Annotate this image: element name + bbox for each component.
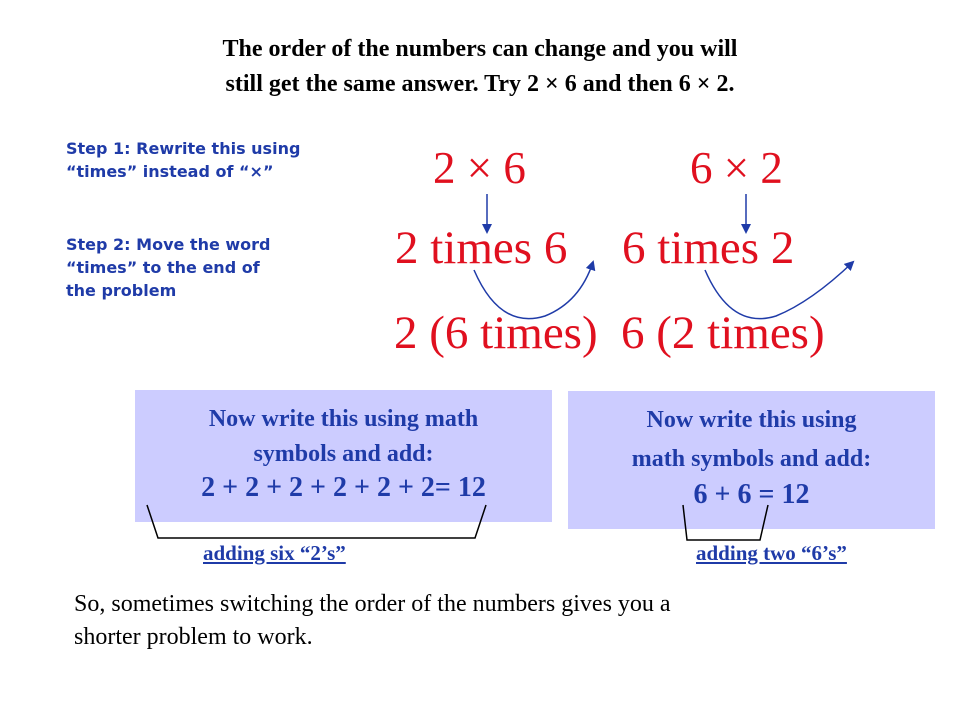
step-2-line-1: Step 2: Move the word [66,235,271,254]
right-box-line-2: math symbols and add: [631,446,872,472]
summary-text [74,588,894,654]
left-expression: 2 × 6 [433,143,526,193]
right-box-line-1: Now write this using [646,407,857,433]
intro-line-1: The order of the numbers can change and you will [222,36,738,62]
step-1-instruction [66,137,386,183]
summary-line-1: So, sometimes switching the order of the numbers gives you a [74,591,671,617]
intro-text [80,32,880,102]
intro-line-2: still get the same answer. Try 2 × 6 and then 6 × 2. [225,71,735,97]
left-box-line-1: Now write this using math [208,406,479,432]
left-moved: 2 (6 times) [394,307,598,359]
left-box-line-2: symbols and add: [253,441,434,467]
step-1-line-2: “times” instead of “×” [66,162,274,181]
step-2-line-3: the problem [66,281,177,300]
right-caption: adding two “6’s” [696,541,847,565]
right-box-sum: 6 + 6 = 12 [693,479,810,510]
right-moved: 6 (2 times) [621,307,825,359]
right-words: 6 times 2 [622,222,795,274]
right-sum-box [568,391,935,529]
step-1-line-1: Step 1: Rewrite this using [66,139,301,158]
summary-line-2: shorter problem to work. [74,624,313,650]
left-caption: adding six “2’s” [203,541,346,565]
right-expression: 6 × 2 [690,143,783,193]
left-box-sum: 2 + 2 + 2 + 2 + 2 + 2= 12 [201,472,486,503]
step-2-line-2: “times” to the end of [66,258,260,277]
step-2-instruction [66,233,366,302]
left-words: 2 times 6 [395,222,568,274]
left-sum-box [135,390,552,522]
